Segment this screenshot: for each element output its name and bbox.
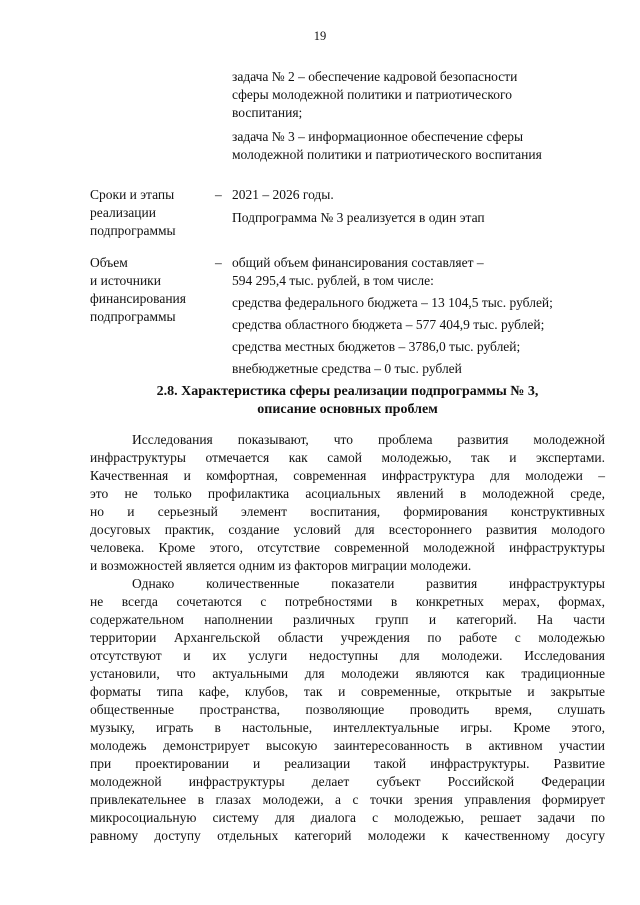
financing-text bbox=[232, 254, 612, 378]
timeline-text bbox=[232, 186, 612, 227]
heading-line: 2.8. Характеристика сферы реализации подпрограммы № 3, bbox=[156, 384, 539, 399]
task-line: воспитания; bbox=[232, 105, 303, 120]
page-number: 19 bbox=[313, 29, 327, 43]
timeline-label bbox=[90, 186, 210, 240]
text-line: средства федерального бюджета – 13 104,5 тыс. рублей; bbox=[232, 295, 553, 310]
text-line: внебюджетные средства – 0 тыс. рублей bbox=[232, 361, 462, 376]
task-line: молодежной политики и патриотического воспитания bbox=[232, 147, 542, 162]
paragraph-line: не всегда сочетаются с потребностями в конкретных мерах, формах, bbox=[90, 594, 605, 609]
paragraph-line: микросоциальную систему для диалога с молодежью, решает задачи по bbox=[90, 810, 605, 825]
label-line: финансирования bbox=[90, 291, 186, 306]
paragraph-line: равному доступу отдельных категорий молодежи к качественному досугу bbox=[90, 828, 605, 843]
paragraph-line: человека. Кроме этого, отсутствие современной молодежной инфраструктуры bbox=[90, 540, 605, 555]
paragraph-line: и возможностей является одним из факторов миграции молодежи. bbox=[90, 558, 472, 573]
paragraph-line: молодежной инфраструктуры делает субъект Российской Федерации bbox=[90, 774, 605, 789]
paragraph-line: отсутствуют и их услуги недоступны для молодежи. Исследования bbox=[90, 648, 605, 663]
financing-label bbox=[90, 254, 210, 326]
text-line: общий объем финансирования составляет – bbox=[232, 255, 484, 270]
paragraph-line: территории Архангельской области учреждения по работе с молодежью bbox=[90, 630, 605, 645]
task-line: сферы молодежной политики и патриотического bbox=[232, 87, 512, 102]
paragraph-line: Качественная и комфортная, современная инфраструктура для молодежи – bbox=[90, 468, 605, 483]
paragraph-line: установили, что актуальными для молодежи являются как традиционные bbox=[90, 666, 605, 681]
paragraph-line: досуговых практик, создание условий для всестороннего развития молодого bbox=[90, 522, 605, 537]
paragraph-line: но и серьезный элемент воспитания, формирования конструктивных bbox=[90, 504, 605, 519]
task-line: задача № 3 – информационное обеспечение сферы bbox=[232, 129, 524, 144]
label-line: Сроки и этапы bbox=[90, 187, 175, 202]
paragraph-line: при проектировании и реализации такой инфраструктуры. Развитие bbox=[90, 756, 605, 771]
paragraph-line: форматы типа кафе, клубов, так и современные, открытые и закрытые bbox=[90, 684, 605, 699]
text-line: Подпрограмма № 3 реализуется в один этап bbox=[232, 210, 485, 225]
task-3-text bbox=[232, 128, 602, 164]
task-line: задача № 2 – обеспечение кадровой безопасности bbox=[232, 69, 518, 84]
row-dash: – bbox=[215, 187, 222, 202]
paragraph-line: Однако количественные показатели развития инфраструктуры bbox=[132, 576, 605, 591]
paragraph-2 bbox=[90, 575, 605, 845]
text-line: средства областного бюджета – 577 404,9 тыс. рублей; bbox=[232, 317, 545, 332]
text-line: средства местных бюджетов – 3786,0 тыс. рублей; bbox=[232, 339, 521, 354]
heading-line: описание основных проблем bbox=[257, 402, 438, 417]
text-line: 2021 – 2026 годы. bbox=[232, 187, 334, 202]
label-line: подпрограммы bbox=[90, 309, 176, 324]
label-line: подпрограммы bbox=[90, 223, 176, 238]
paragraph-line: музыку, играть в настольные, интеллектуальные игры. Кроме этого, bbox=[90, 720, 605, 735]
paragraph-line: молодежь демонстрирует высокую заинтересованность в активном участии bbox=[90, 738, 605, 753]
row-dash: – bbox=[215, 255, 222, 270]
label-line: реализации bbox=[90, 205, 156, 220]
label-line: и источники bbox=[90, 273, 161, 288]
paragraph-line: общественные пространства, позволяющие проводить время, слушать bbox=[90, 702, 605, 717]
paragraph-line: это не только профилактика асоциальных явлений в молодежной среде, bbox=[90, 486, 605, 501]
paragraph-line: Исследования показывают, что проблема развития молодежной bbox=[132, 432, 605, 447]
section-heading bbox=[90, 383, 605, 419]
paragraph-1 bbox=[90, 431, 605, 575]
label-line: Объем bbox=[90, 255, 128, 270]
text-line: 594 295,4 тыс. рублей, в том числе: bbox=[232, 273, 434, 288]
paragraph-line: инфраструктуры отмечается как самой молодежью, так и экспертами. bbox=[90, 450, 605, 465]
paragraph-line: привлекательнее в глазах молодежи, а с точки зрения управления формирует bbox=[90, 792, 605, 807]
paragraph-line: содержательном наполнении различных групп и категорий. На части bbox=[90, 612, 605, 627]
task-2-text bbox=[232, 68, 602, 122]
